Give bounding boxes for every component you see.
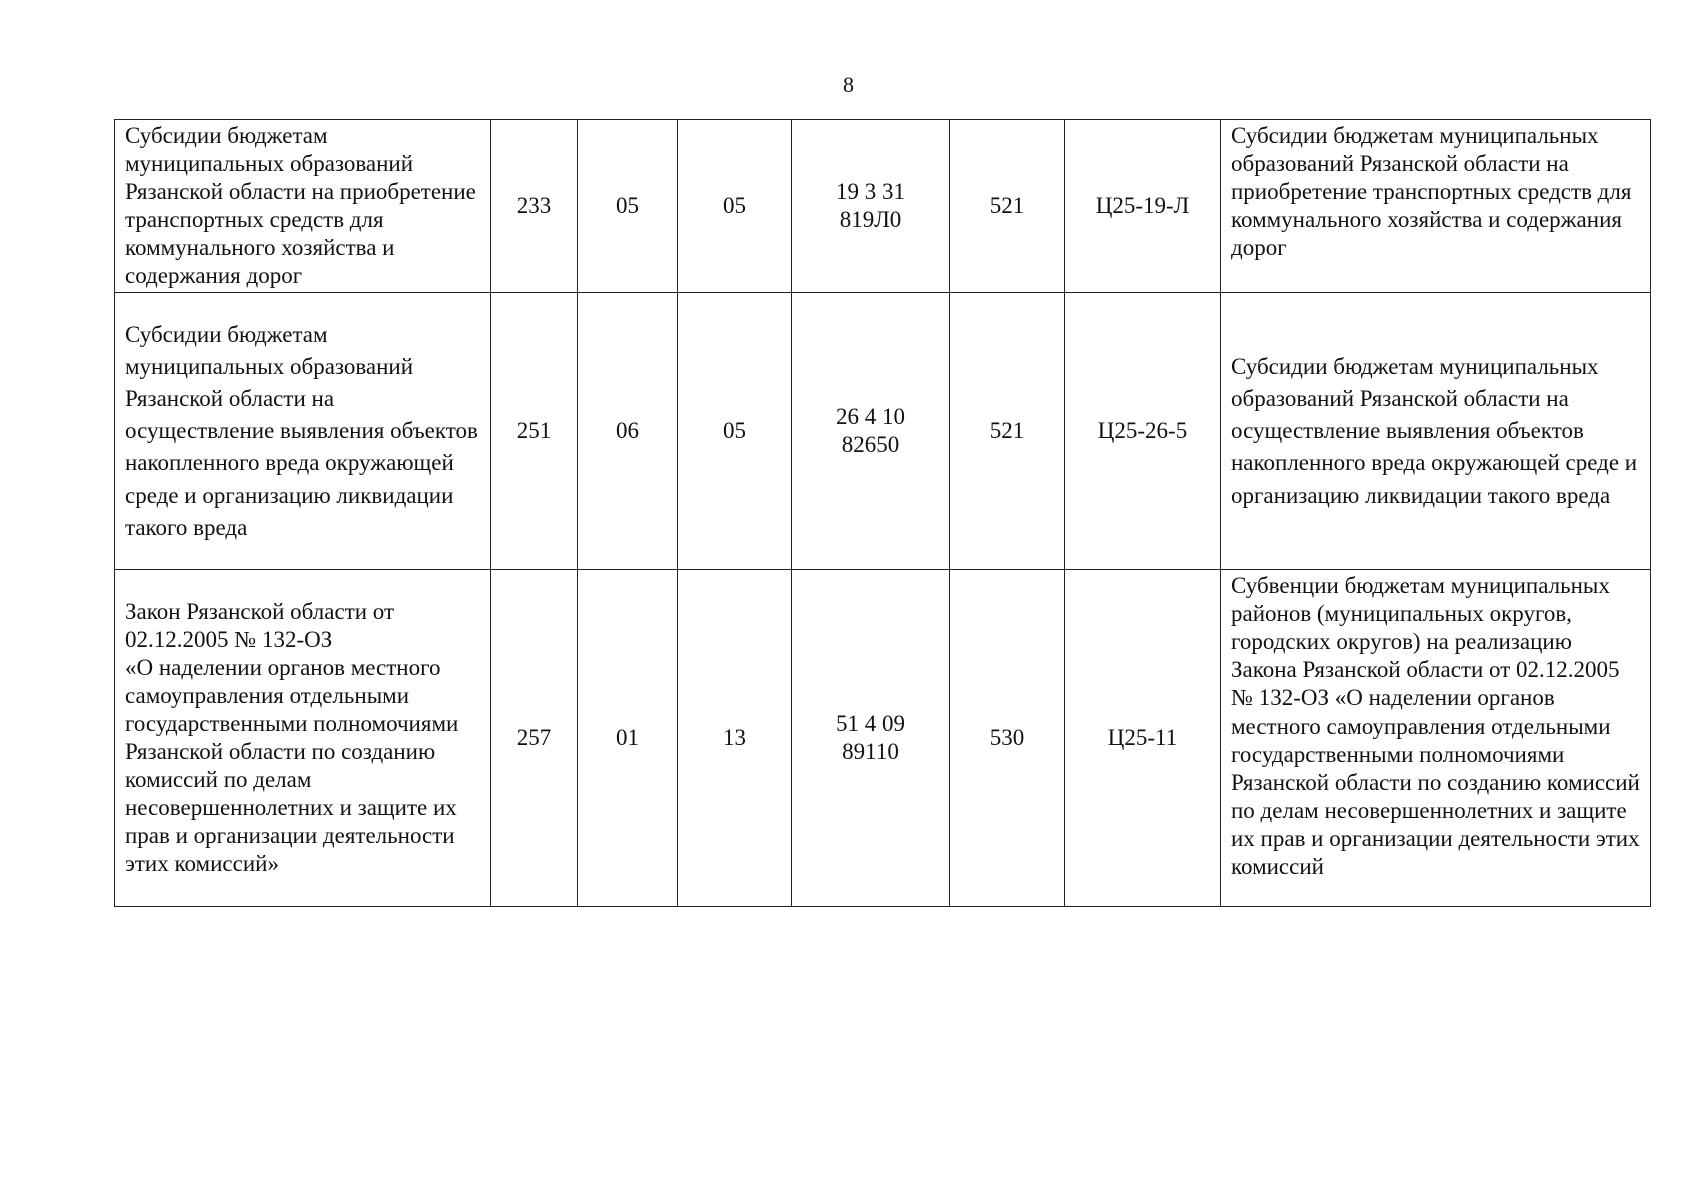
target-article-line: 26 4 10 <box>836 404 905 430</box>
code-cell: 05 <box>578 120 678 293</box>
target-article-cell <box>792 293 950 570</box>
code-cell: Ц25-19-Л <box>1065 120 1221 293</box>
code-cell: 05 <box>678 120 792 293</box>
row-target-description: Субвенции бюджетам муниципальных районов (муниципальных округов, городских округов) на реализацию Закона Рязанской области от 02.12.2005 № 132-ОЗ «О наделении органов местного самоуправления отдельными государственными полномочиями Рязанской области по созданию комиссий по делам несовершеннолетних и защите их прав и организации деятельности этих комиссий <box>1221 570 1651 907</box>
table-row <box>115 293 1651 570</box>
code-cell: 521 <box>950 293 1065 570</box>
budget-table <box>114 119 1651 907</box>
code-cell: 521 <box>950 120 1065 293</box>
target-article-cell <box>792 570 950 907</box>
law-name: «О наделении органов местного самоуправления отдельными государственными полномочиями Рязанской области по созданию комиссий по делам несовершеннолетних и защите их прав и организации деятельности этих комиссий» <box>125 655 459 877</box>
law-title: Закон Рязанской области от 02.12.2005 № 132-ОЗ <box>125 599 395 653</box>
target-article-line: 819Л0 <box>839 207 902 233</box>
code-cell: 530 <box>950 570 1065 907</box>
target-article-line: 89110 <box>842 739 899 765</box>
page-number: 8 <box>843 72 854 97</box>
table-row <box>115 120 1651 293</box>
code-cell: 06 <box>578 293 678 570</box>
target-article-line: 19 3 31 <box>836 179 905 205</box>
code-cell: 233 <box>491 120 578 293</box>
code-cell: 251 <box>491 293 578 570</box>
code-cell: 257 <box>491 570 578 907</box>
row-description: Субсидии бюджетам муниципальных образований Рязанской области на приобретение транспортных средств для коммунального хозяйства и содержания дорог <box>115 120 491 293</box>
row-target-description: Субсидии бюджетам муниципальных образований Рязанской области на приобретение транспортных средств для коммунального хозяйства и содержания дорог <box>1221 120 1651 293</box>
row-description: Субсидии бюджетам муниципальных образований Рязанской области на осуществление выявления объектов накопленного вреда окружающей среде и организацию ликвидации такого вреда <box>115 293 491 570</box>
code-cell: Ц25-11 <box>1065 570 1221 907</box>
target-article-line: 82650 <box>841 432 900 458</box>
table-row <box>115 570 1651 907</box>
code-cell: Ц25-26-5 <box>1065 293 1221 570</box>
code-cell: 13 <box>678 570 792 907</box>
target-article-line: 51 4 09 <box>836 711 905 737</box>
row-description <box>115 570 491 907</box>
code-cell: 01 <box>578 570 678 907</box>
target-article-cell <box>792 120 950 293</box>
code-cell: 05 <box>678 293 792 570</box>
row-target-description: Субсидии бюджетам муниципальных образований Рязанской области на осуществление выявления объектов накопленного вреда окружающей среде и организацию ликвидации такого вреда <box>1221 293 1651 570</box>
